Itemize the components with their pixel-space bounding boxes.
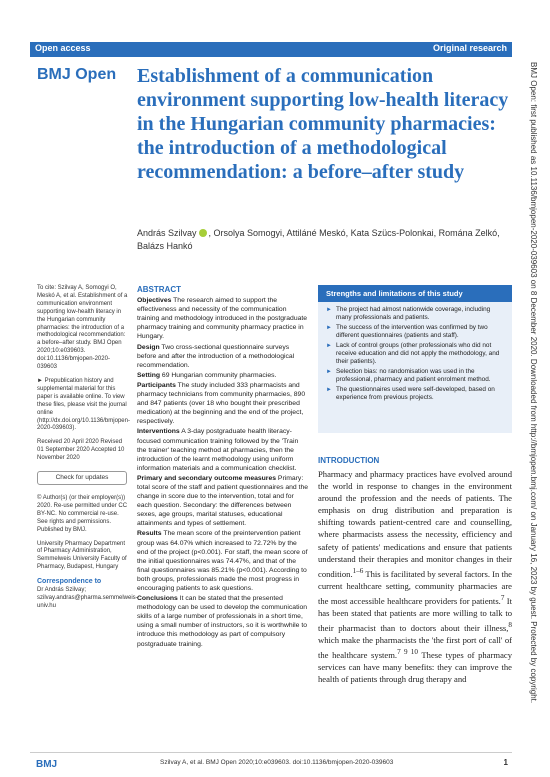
introduction-text: Pharmacy and pharmacy practices have evolved around the world in response to changes in the environment around the profession and the needs of patients. The emphasis on drug distribution and preparation is shifting towards patient-centred care and counselling, where pharmacists assess the necessity, efficiency and safety of patients' medications and ensure that patients understand their therapies and monitor changes in their condition.$^{1-6}$ This is facilitated by several factors. In the current healthcare setting, community pharmacies are the most accessible healthcare providers for patients.$^7$ It has been stated that patients are more willing to talk to their pharmacist than to doctors about their illness,$^8$ which make the pharmacists the 'the first port of call' of the healthcare system.$^{7 9 10}$ These types of pharmacy services can have many benefits: they can improve the health of patients through drug therapy and [318, 469, 513, 684]
abstract-section: Participants The study included 333 pharmacists and pharmacy technicians from community pharmacies, 890 and 847 patients (over 18 who bought their prescribed medication) at the beginning and the end of the project, respectively. [137, 381, 306, 426]
author-list [137, 227, 517, 253]
correspondence-heading: Correspondence to [37, 578, 102, 586]
strengths-limitations-box [318, 285, 512, 433]
copyright-note: © Author(s) (or their employer(s)) 2020. Re-use permitted under CC BY-NC. No commercial re-use. See rights and permissions. Published by BMJ. [37, 495, 128, 533]
list-item: ► Lack of control groups (other professionals who did not receive education and did not apply the methodology, and their patients). [326, 342, 504, 367]
cite-text: To cite: Szilvay A, Somogyi O, Meskó A, et al. Establishment of a communication environment supporting low-health literacy in the Hungarian community pharmacies: the introduction of a methodological recommendation: a before–after study. BMJ Open 2020;10:e039603. doi:10.1136/bmjopen-2020-039603 [37, 285, 128, 371]
citation-ref[interactable]: 7 [500, 593, 505, 602]
page-number: 1 [503, 758, 508, 767]
box-list [318, 302, 512, 402]
list-item: ► Selection bias: no randomisation was used in the professional, pharmacy and patient enrolment method. [326, 368, 504, 385]
abstract [137, 285, 309, 650]
page-footer [30, 752, 512, 772]
citation-ref[interactable]: 1–6 [352, 566, 364, 575]
citation-ref[interactable]: 7 9 10 [397, 647, 418, 656]
abstract-section: Conclusions It can be stated that the presented methodology can be used to develop the communication skills of a large number of professionals in a short time, using a small number of instructors, so it is worthwhile to introduce this methodology as part of compulsory postgraduate training. [137, 595, 308, 648]
affiliation: University Pharmacy Department of Pharmacy Administration, Semmelweis University Faculty of Pharmacy, Budapest, Hungary [37, 540, 127, 571]
footer-citation: Szilvay A, et al. BMJ Open 2020;10:e039603. doi:10.1136/bmjopen-2020-039603 [160, 759, 394, 766]
correspondence-email[interactable]: Dr András Szilvay; szilvay.andras@pharma.semmelweis-univ.hu [37, 587, 138, 609]
author-link[interactable]: András Szilvay [137, 228, 197, 238]
list-item: ► The project had almost nationwide coverage, including many professionals and patients. [326, 306, 504, 323]
abstract-section: Design Two cross-sectional questionnaire surveys before and after the introduction of a methodological recommendation. [137, 343, 295, 369]
abstract-heading: ABSTRACT [137, 285, 181, 294]
article-type-label: Original research [432, 43, 507, 53]
abstract-section: Interventions A 3-day postgraduate health literacy-focused communication training followed by the 'Train the trainer' teaching method at pharmacies, then the introduction of the learnt methodology using uniform information materials and a communication checklist. [137, 428, 299, 472]
side-note [526, 62, 538, 750]
citation-ref[interactable]: 8 [508, 620, 512, 629]
abstract-section: Results The mean score of the preintervention patient group was 64.07% which increased to 72.72% by the end of the project (p<0.001). For staff, the mean score of the initial questionnaires was 74.47%, and that of the final questionnaires was 85.21% (p<0.001). According to both groups, professionals made the most progress in encouraging patients to ask questions. [137, 530, 308, 592]
box-heading: Strengths and limitations of this study [318, 285, 512, 302]
article-dates: Received 20 April 2020 Revised 01 September 2020 Accepted 10 November 2020 [37, 439, 125, 462]
journal-logo: BMJ Open [37, 66, 117, 83]
list-item: ► The questionnaires used were self-developed, based on experience from previous projects. [326, 386, 504, 403]
supplemental-note[interactable]: ► Prepublication history and supplemental material for this paper is available online. To view these files, please visit the journal online (http://dx.doi.org/10.1136/bmjopen-2020-039603). [37, 377, 130, 432]
check-for-updates-button[interactable]: Check for updates [37, 471, 127, 485]
abstract-section: Objectives The research aimed to support the effectiveness and necessity of the communication training and methodology introduced in the postgraduate pharmacy training and community pharmacy practice in Hungary. [137, 297, 308, 341]
abstract-section: Setting 69 Hungarian community pharmacies. [137, 371, 277, 379]
orcid-icon[interactable] [199, 229, 207, 237]
introduction-section [318, 456, 512, 685]
footer-logo: BMJ [36, 759, 58, 770]
article-info-column [37, 285, 138, 617]
list-item: ► The success of the intervention was confirmed by two different questionnaires (patients and staff). [326, 324, 504, 341]
header-bar [30, 42, 512, 57]
abstract-section: Primary and secondary outcome measures Primary: total score of the staff and patient questionnaires and the change in score due to the intervention, total and for each question. Secondary: the differences between sexes, age groups, marital statuses, educational attainments and types of settlement. [137, 474, 309, 528]
open-access-label: Open access [35, 43, 91, 53]
side-note-text: BMJ Open: first published as 10.1136/bmjopen-2020-039603 on 8 December 2020. Downloaded from http://bmjopen.bmj.com/ on January 16, 2023 by guest. Protected by copyright. [529, 62, 538, 704]
article-title: Establishment of a communication environment supporting low-health literacy in the Hungarian community pharmacies: the introduction of a methodological recommendation: a before–after study [137, 65, 509, 183]
introduction-heading: INTRODUCTION [318, 456, 380, 465]
other-authors: , Orsolya Somogyi, Attiláné Meskó, Kata Szücs-Polonkai, Romána Zelkó, Balázs Hankó [137, 228, 500, 251]
